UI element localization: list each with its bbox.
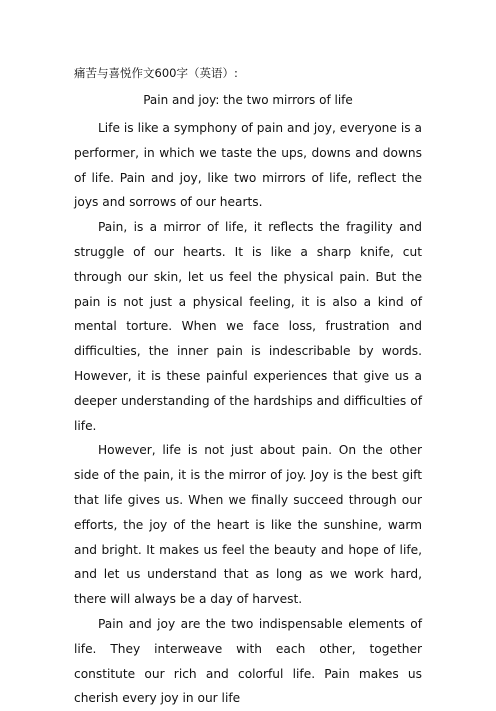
- paragraph-4: Pain and joy are the two indispensable elements of life. They interweave with each other, together constitute our rich and colorful life. Pain makes us cherish every joy in our life: [74, 616, 422, 706]
- paragraph-3: However, life is not just about pain. On the other side of the pain, it is the mirror of joy. Joy is the best gift that life gives us. When we finally succeed through our efforts, the joy of the heart is like the sunshine, warm and bright. It makes us feel the beauty and hope of life, and let us understand that as long as we work hard, there will always be a day of harvest.: [74, 443, 422, 607]
- paragraph-2: Pain, is a mirror of life, it reflects the fragility and struggle of our hearts. It is like a sharp knife, cut through our skin, let us feel the physical pain. But the pain is not just a physical feeling, it is also a kind of mental torture. When we face loss, frustration and difficulties, the inner pain is indescribable by words. However, it is these painful experiences that give us a deeper understanding of the hardships and difficulties of life.: [74, 220, 422, 433]
- paragraph-1: Life is like a symphony of pain and joy, everyone is a performer, in which we taste the ups, downs and downs of life. Pain and joy, like two mirrors of life, reflect the joys and sorrows of our hearts.: [74, 121, 422, 210]
- essay-title: Pain and joy: the two mirrors of life: [143, 93, 353, 107]
- document-heading: 痛苦与喜悦作文600字（英语）:: [74, 66, 238, 80]
- essay-body: [74, 116, 422, 711]
